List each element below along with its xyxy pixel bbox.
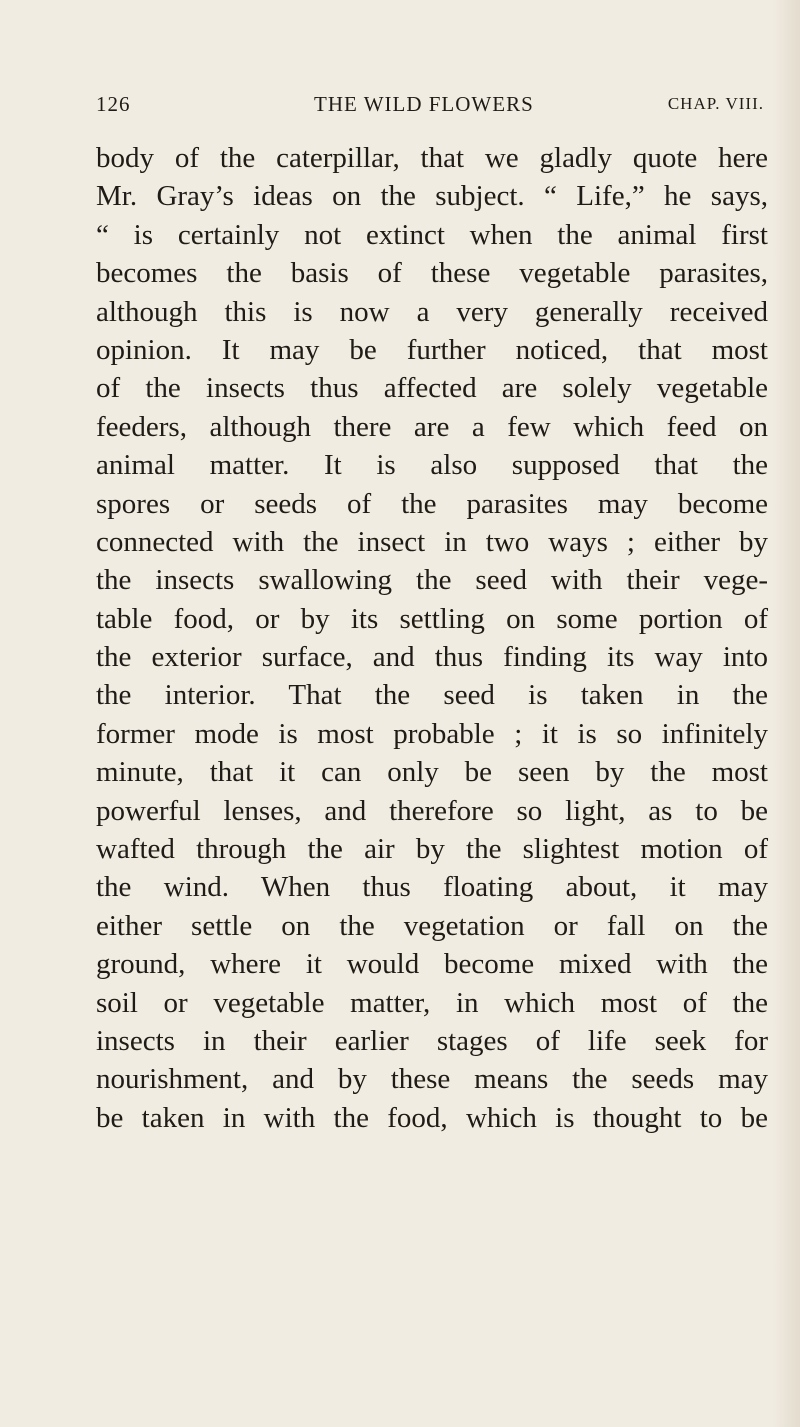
- text-line: the insects swallowing the seed with their vege-: [96, 564, 768, 597]
- text-line: powerful lenses, and therefore so light, as to be: [96, 794, 768, 827]
- text-line: spores or seeds of the parasites may become: [96, 487, 768, 520]
- chapter-label: CHAP. VIII.: [667, 94, 764, 113]
- text-line: ground, where it would become mixed with the: [96, 948, 768, 981]
- page-number: 126: [96, 92, 131, 116]
- text-line: of the insects thus affected are solely vegetable: [96, 372, 768, 405]
- text-line: wafted through the air by the slightest motion of: [96, 833, 768, 866]
- book-title: THE WILD FLOWERS: [314, 92, 534, 116]
- text-line: former mode is most probable ; it is so infinitely: [96, 717, 768, 750]
- running-head: [96, 92, 764, 122]
- text-line: the exterior surface, and thus finding its way into: [96, 641, 768, 674]
- page-edge-shadow: [772, 0, 800, 1427]
- text-line: nourishment, and by these means the seeds may: [96, 1063, 768, 1096]
- text-line: either settle on the vegetation or fall on the: [96, 909, 768, 942]
- text-line: minute, that it can only be seen by the most: [96, 756, 768, 789]
- text-line: although this is now a very generally received: [96, 295, 768, 328]
- text-line: connected with the insect in two ways ; either by: [96, 525, 768, 558]
- text-line: be taken in with the food, which is thought to be: [96, 1101, 768, 1134]
- text-line: opinion. It may be further noticed, that most: [96, 333, 768, 366]
- text-line: “ is certainly not extinct when the animal first: [96, 218, 768, 251]
- text-line: body of the caterpillar, that we gladly quote here: [96, 142, 768, 174]
- text-line: table food, or by its settling on some portion of: [96, 602, 768, 635]
- text-line: becomes the basis of these vegetable parasites,: [96, 257, 768, 290]
- text-line: the wind. When thus floating about, it may: [96, 871, 768, 904]
- text-line: Mr. Gray’s ideas on the subject. “ Life,” he says,: [96, 180, 768, 213]
- text-line: insects in their earlier stages of life seek for: [96, 1024, 768, 1057]
- body-text: [96, 139, 768, 1137]
- text-line: animal matter. It is also supposed that the: [96, 449, 768, 482]
- text-line: feeders, although there are a few which feed on: [96, 410, 768, 443]
- text-line: the interior. That the seed is taken in the: [96, 679, 768, 712]
- text-line: soil or vegetable matter, in which most of the: [96, 986, 768, 1019]
